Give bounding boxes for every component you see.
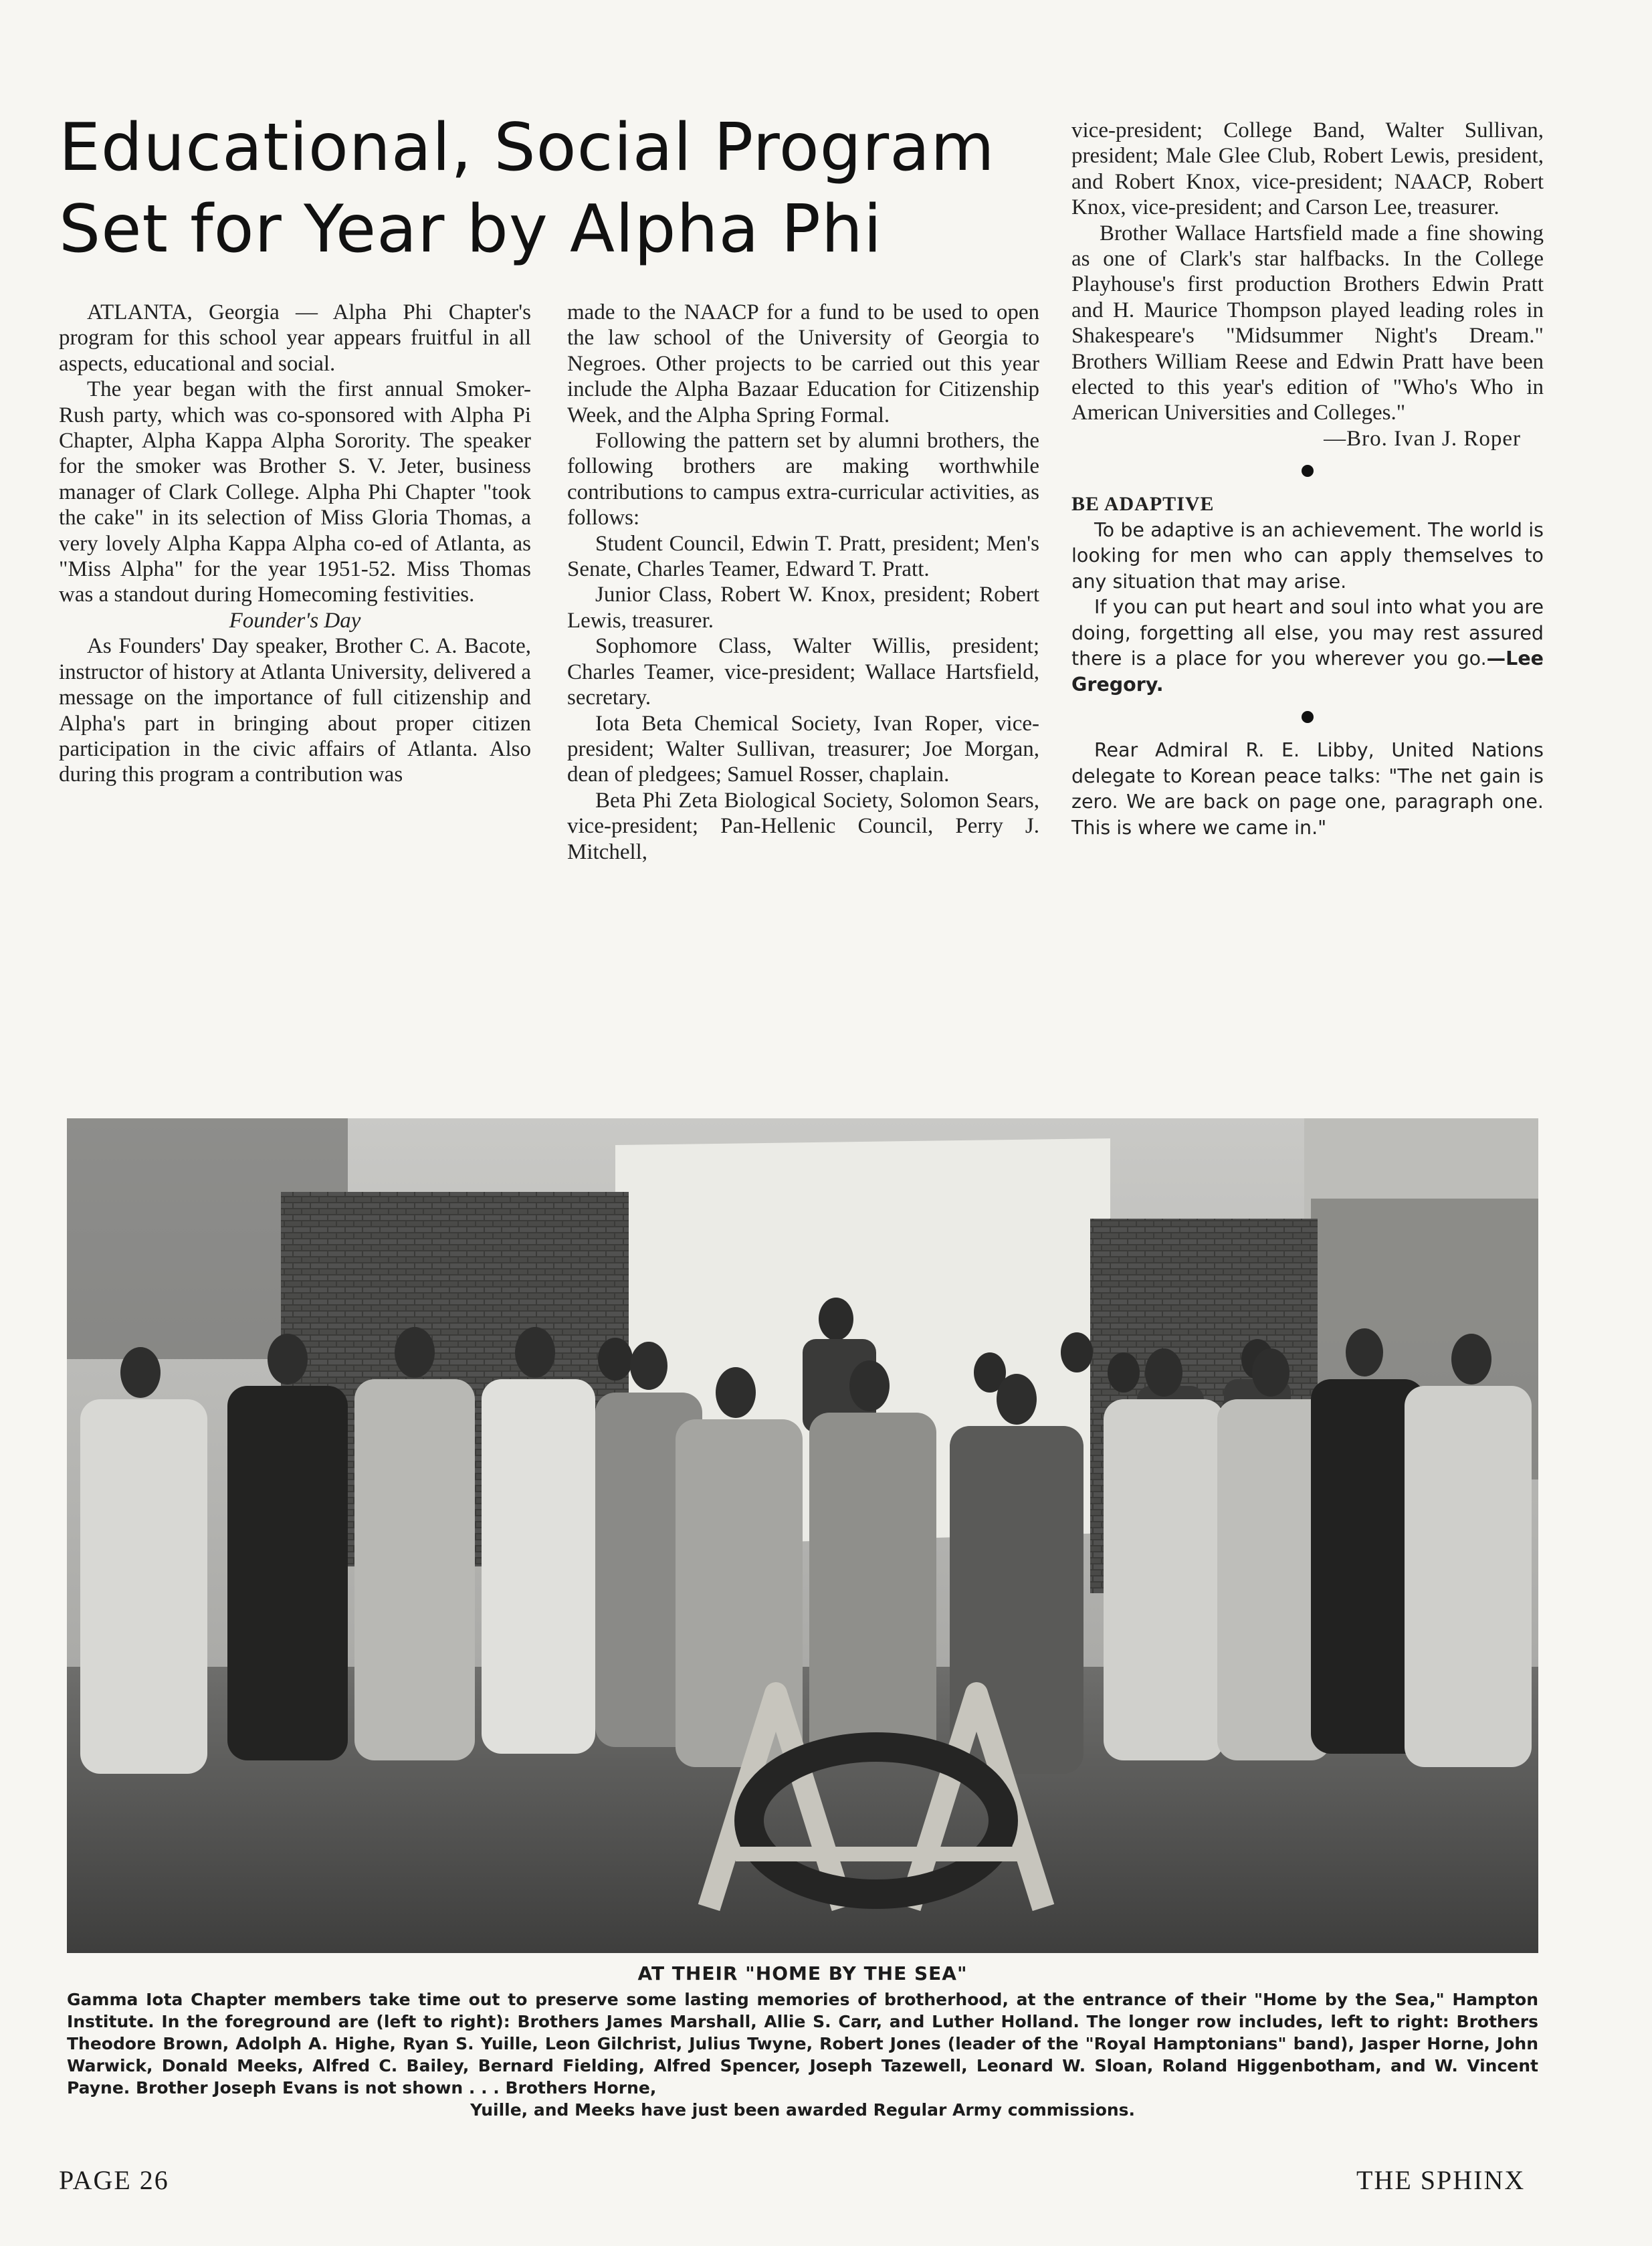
subhead: Founder's Day — [229, 608, 361, 633]
adaptive-paragraph — [1071, 595, 1544, 698]
headline-line-2: Set for Year by Alpha Phi — [59, 191, 883, 268]
adaptive-paragraph: To be adaptive is an achievement. The world is looking for men who can apply themselves to any situation that may arise. — [1071, 518, 1544, 593]
bullet-divider — [1302, 711, 1314, 723]
photo-caption: Gamma Iota Chapter members take time out to preserve some lasting memories of brotherhood, at the entrance of their "Home by the Sea," Hampton Institute. In the foreground are (left to right): Brothers James Marshall, Allie S. Carr, and Luther Holland. The longer row includes, left to right: Brothers Theodore Brown, Adolph A. Highe, Ryan S. Yuille, Leon Gilchrist, Julius Twyne, Robert Jones (leader of the "Royal Hamptonians" band), Jasper Horne, John Warwick, Donald Meeks, Alfred C. Bailey, Bernard Fielding, Alfred Spencer, Joseph Tazewell, Leonard W. Sloan, Roland Higgenbotham, and W. Vincent Payne. Brother Joseph Evans is not shown . . . Brothers Horne, — [67, 1990, 1538, 2098]
headline-line-1: Educational, Social Program — [59, 110, 995, 186]
article-paragraph: Brother Wallace Hartsfield made a fine showing as one of Clark's star halfbacks. In the College Playhouse's first production Brothers Edwin Pratt and H. Maurice Thompson played leading roles in Shakespeare's "Midsummer Night's Dream." Brothers William Reese and Edwin Pratt have been elected to this year's edition of "Who's Who in American Universities and Colleges." — [1071, 221, 1544, 425]
article-paragraph: Following the pattern set by alumni brothers, the following brothers are making worthwhile contributions to campus extra-curricular activities, as follows: — [567, 429, 1039, 530]
article-paragraph: Student Council, Edwin T. Pratt, president; Men's Senate, Charles Teamer, Edward T. Pratt. — [567, 531, 1039, 582]
page-number: PAGE 26 — [59, 2165, 169, 2195]
magazine-name: THE SPHINX — [1356, 2165, 1526, 2195]
article-paragraph: As Founders' Day speaker, Brother C. A. Bacote, instructor of history at Atlanta University, delivered a message on the importance of full citizenship and Alpha's part in bringing about proper citizen participation in the civic affairs of Atlanta. Also during this program a contribution was — [59, 634, 531, 787]
article-column-2 — [567, 300, 1039, 865]
group-photo-illustration — [67, 1118, 1538, 1953]
byline: —Bro. Ivan J. Roper — [1324, 426, 1521, 451]
adaptive-author: —Lee Gregory. — [1071, 647, 1544, 696]
article-paragraph: ATLANTA, Georgia — Alpha Phi Chapter's program for this school year appears fruitful in all aspects, educational and social. — [59, 300, 531, 376]
adaptive-block — [1071, 518, 1544, 841]
quote-paragraph: Rear Admiral R. E. Libby, United Nations delegate to Korean peace talks: "The net gain is zero. We are back on page one, paragraph one. This is where we came in." — [1071, 739, 1544, 839]
article-paragraph: Iota Beta Chemical Society, Ivan Roper, vice-president; Walter Sullivan, treasurer; Joe Morgan, dean of pledgees; Samuel Rosser, chaplain. — [567, 711, 1039, 787]
group-photo — [67, 1118, 1538, 1953]
article-paragraph: Junior Class, Robert W. Knox, president; Robert Lewis, treasurer. — [567, 583, 1039, 633]
photo-caption-title: AT THEIR "HOME BY THE SEA" — [637, 1962, 968, 1984]
bullet-divider — [1302, 465, 1314, 477]
adaptive-text: If you can put heart and soul into what you are doing, forgetting all else, you may rest assured there is a place for you wherever you go. — [1071, 596, 1544, 670]
headline — [59, 107, 1035, 270]
article-column-1 — [59, 300, 531, 788]
article-paragraph: Beta Phi Zeta Biological Society, Solomon Sears, vice-president; Pan-Hellenic Council, Perry J. Mitchell, — [567, 788, 1039, 864]
section-title: BE ADAPTIVE — [1071, 493, 1215, 516]
article-column-3 — [1071, 118, 1544, 841]
article-paragraph: Sophomore Class, Walter Willis, president; Charles Teamer, vice-president; Wallace Hartsfield, secretary. — [567, 634, 1039, 710]
article-paragraph: The year began with the first annual Smoker-Rush party, which was co-sponsored with Alpha Pi Chapter, Alpha Kappa Alpha Sorority. The speaker for the smoker was Brother S. V. Jeter, business manager of Clark College. Alpha Phi Chapter "took the cake" in its selection of Miss Gloria Thomas, a very lovely Alpha Kappa Alpha co-ed of Atlanta, as "Miss Alpha" for the year 1951-52. Miss Thomas was a standout during Homecoming festivities. — [59, 377, 531, 607]
photo-caption-last-line: Yuille, and Meeks have just been awarded Regular Army commissions. — [470, 2100, 1136, 2120]
article-paragraph: vice-president; College Band, Walter Sullivan, president; Male Glee Club, Robert Lewis, president, and Robert Knox, vice-president; NAACP, Robert Knox, vice-president; and Carson Lee, treasurer. — [1071, 118, 1544, 220]
article-paragraph: made to the NAACP for a fund to be used to open the law school of the University of Georgia to Negroes. Other projects to be carried out this year include the Alpha Bazaar Education for Citizenship Week, and the Alpha Spring Formal. — [567, 300, 1039, 427]
